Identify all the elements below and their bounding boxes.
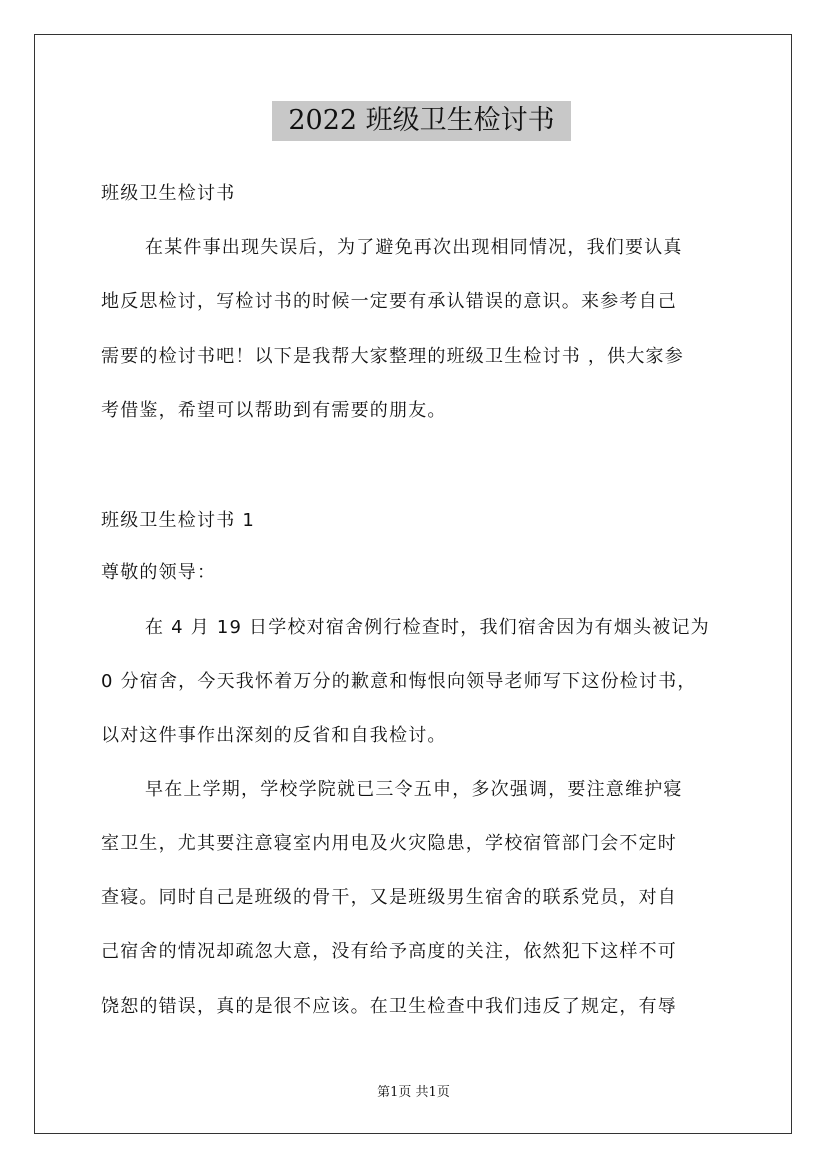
text-line: 以对这件事作出深刻的反省和自我检讨。 [101, 725, 447, 746]
text-line: 在某件事出现失误后，为了避免再次出现相同情况，我们要认真 [145, 237, 683, 258]
text-line: 早在上学期，学校学院就已三令五申，多次强调，要注意维护寝 [145, 779, 683, 800]
text-line: 0 分宿舍，今天我怀着万分的歉意和悔恨向领导老师写下这份检讨书， [101, 671, 697, 692]
text-line: 班级卫生检讨书 [101, 183, 236, 204]
page-footer: 第1页 共1页 [377, 1085, 450, 1100]
text-line: 己宿舍的情况却疏忽大意，没有给予高度的关注，依然犯下这样不可 [101, 941, 677, 962]
text-line: 地反思检讨，写检讨书的时候一定要有承认错误的意识。来参考自己 [101, 291, 677, 312]
text-line: 需要的检讨书吧！以下是我帮大家整理的班级卫生检讨书 ，供大家参 [101, 346, 684, 367]
text-line: 饶恕的错误，真的是很不应该。在卫生检查中我们违反了规定，有辱 [101, 996, 677, 1017]
text-line: 查寝。同时自己是班级的骨干，又是班级男生宿舍的联系党员，对自 [101, 887, 677, 908]
text-line: 尊敬的领导： [101, 562, 217, 583]
text-line: 班级卫生检讨书 1 [101, 510, 255, 531]
text-line: 在 4 月 19 日学校对宿舍例行检查时，我们宿舍因为有烟头被记为 [145, 617, 710, 638]
text-line: 室卫生，尤其要注意寝室内用电及火灾隐患，学校宿管部门会不定时 [101, 833, 677, 854]
document-title: 2022 班级卫生检讨书 [272, 101, 571, 141]
text-line: 考借鉴，希望可以帮助到有需要的朋友。 [101, 400, 447, 421]
